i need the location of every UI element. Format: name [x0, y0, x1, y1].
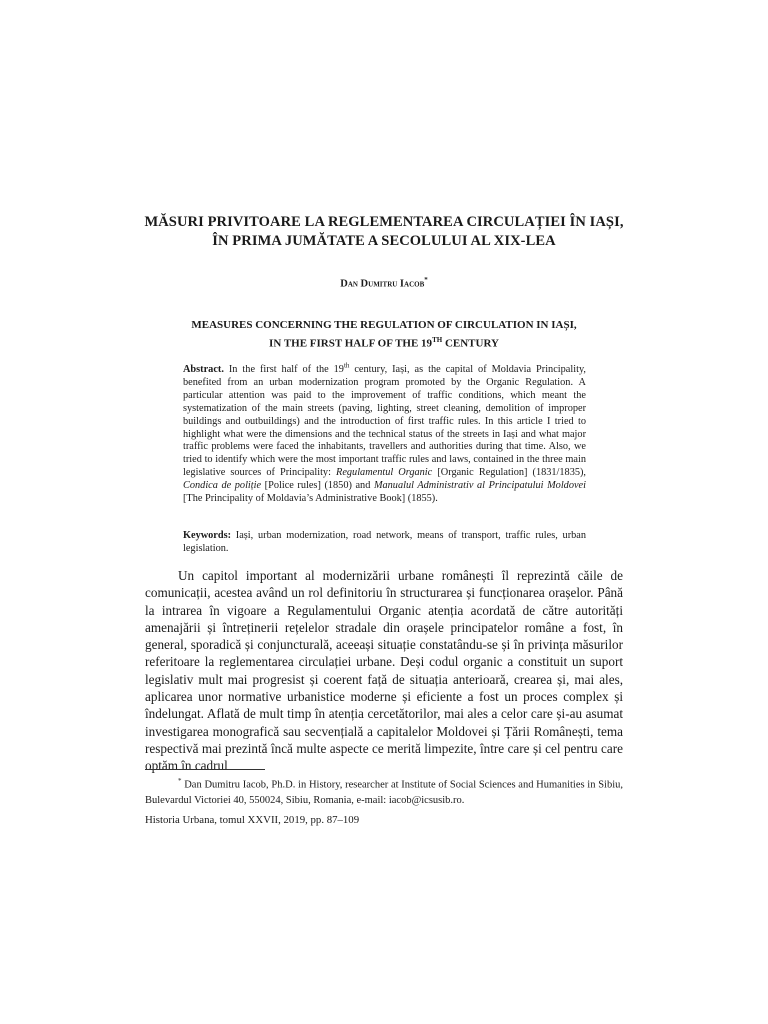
article-title [100, 213, 668, 251]
body-paragraph: Un capitol important al modernizării urbane românești îl reprezintă căile de comunicații, acestea având un rol definitoriu în structurarea și funcționarea orașelor. Până la intrarea în vigoare a Regulamentului Organic atenția acordată de către autorități amenajării și întreținerii rețelelor stradale din orașele principatelor române a fost, în general, sporadică și conjuncturală, aceeași situație constatându-se și în privința măsurilor referitoare la reglementarea circulației urbane. Deși codul organic a constituit un suport legislativ mult mai progresist și coerent față de situația anterioară, crearea și, mai ales, aplicarea unor normative urbanistice moderne și eficiente a fost un proces complex și îndelungat. Aflată de mult timp în atenția cercetătorilor, mai ales a celor care și-au asumat investigarea monografică sau secvențială a capitalelor Moldovei și Țării Românești, tema respectivă mai prezintă încă multe aspecte ce merită limpezite, între care și cel pentru care optăm în cadrul [145, 568, 623, 774]
author-line [100, 276, 668, 290]
author-footnote-mark: * [424, 276, 428, 284]
article-title-line-1: MĂSURI PRIVITOARE LA REGLEMENTAREA CIRCULAȚIEI ÎN IAȘI, [144, 214, 624, 230]
author-name: Dan Dumitru Iacob [340, 278, 425, 290]
abstract-source-1: Regulamentul Organic [336, 467, 433, 479]
footnote [145, 774, 623, 809]
abstract-text-3: [Organic Regulation] (1831/1835), [432, 467, 587, 479]
english-title [100, 318, 668, 352]
keywords [183, 529, 586, 555]
english-title-line-2-end: CENTURY [442, 337, 499, 350]
abstract-source-3: Manualul Administrativ al Principatului Moldovei [373, 480, 586, 492]
abstract-text-1: In the first half of the 19 [223, 364, 344, 375]
abstract-source-2: Condica de poliție [183, 480, 262, 492]
journal-reference: Historia Urbana, tomul XXVII, 2019, pp. 87–109 [145, 814, 360, 826]
article-title-line-2: ÎN PRIMA JUMĂTATE A SECOLULUI AL XIX-LEA [212, 233, 556, 249]
footnote-text: Dan Dumitru Iacob, Ph.D. in History, researcher at Institute of Social Sciences and Humanities in Sibiu, Bulevardul Victoriei 40, 550024, Sibiu, Romania, e-mail: iacob@icsusib.ro. [145, 779, 623, 806]
abstract-text-4: [Police rules] (1850) and [261, 480, 374, 492]
abstract-text-2: century, Iași, as the capital of Moldavia Principality, benefited from an urban modernization program promoted by the Organic Regulation. A particular attention was paid to the improvement of traffic conditions, which meant the systematization of the main streets (paving, lighting, street cleaning, demolition of improper buildings and outbuildings) and the introduction of first traffic rules. In this article I tried to highlight what were the dimensions and the technical status of the streets in Iași and what major traffic problems were faced the inhabitants, travellers and authorities during that time. Also, we tried to identify which were the most important traffic rules and laws, contained in the three main legislative sources of Principality: [183, 364, 586, 479]
abstract [183, 361, 587, 506]
footnote-divider [145, 769, 265, 770]
english-title-line-2 [100, 333, 668, 352]
english-title-line-2-text: IN THE FIRST HALF OF THE 19 [269, 337, 433, 350]
keywords-label: Keywords: [183, 530, 232, 541]
keywords-text: Iași, urban modernization, road network, means of transport, traffic rules, urban legislation. [183, 530, 586, 554]
english-title-line-1: MEASURES CONCERNING THE REGULATION OF CIRCULATION IN IAȘI, [191, 319, 577, 331]
english-title-superscript: TH [432, 336, 443, 344]
footnote-mark: * [178, 777, 182, 785]
abstract-label: Abstract. [183, 364, 224, 375]
abstract-superscript: th [343, 361, 350, 370]
abstract-text-5: [The Principality of Moldavia’s Administrative Book] (1855). [183, 493, 438, 505]
